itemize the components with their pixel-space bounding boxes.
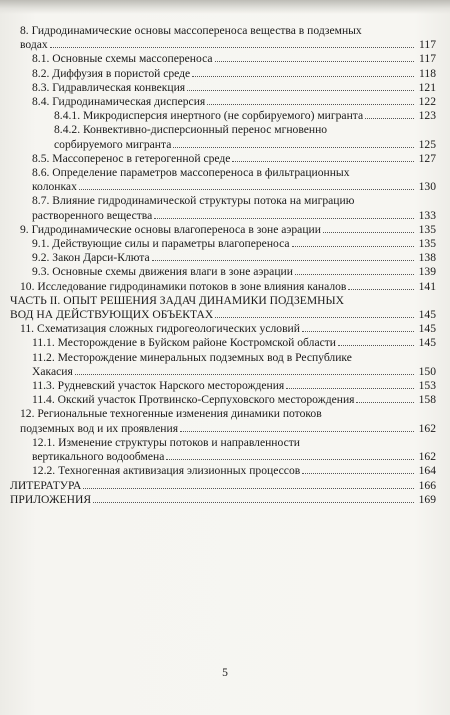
toc-entry-title: 8.5. Массоперенос в гетерогенной среде — [32, 151, 231, 165]
dot-leader — [356, 402, 414, 403]
toc-entry — [10, 351, 436, 379]
toc-entry-title: 8.6. Определение параметров массопереноса в фильтрационных — [32, 166, 350, 180]
toc-entry-page: 145 — [418, 322, 436, 336]
toc-entry-title: растворенного вещества — [32, 208, 153, 222]
toc-entry-title: 8.4.2. Конвективно-дисперсионный перенос мгновенно — [54, 123, 328, 137]
dot-leader — [180, 431, 414, 432]
toc-entry — [10, 237, 436, 251]
toc-entry-title: 9.2. Закон Дарси-Клюта — [32, 251, 150, 265]
dot-leader — [207, 104, 414, 105]
toc-entry — [10, 407, 436, 435]
toc-entry-page: 141 — [418, 279, 436, 293]
dot-leader — [215, 317, 414, 318]
dot-leader — [75, 374, 414, 375]
toc-entry-title: 8.4.1. Микродисперсия инертного (не сорбируемого) мигранта — [54, 109, 364, 123]
toc-entry — [10, 194, 436, 222]
dot-leader — [302, 473, 414, 474]
dot-leader — [152, 260, 414, 261]
toc-entry-page: 135 — [418, 237, 436, 251]
dot-leader — [338, 345, 414, 346]
toc-entry-page: 117 — [419, 38, 436, 52]
toc-entry — [10, 280, 436, 294]
toc-entry — [10, 322, 436, 336]
toc-entry — [10, 24, 436, 52]
toc-entry — [10, 436, 436, 464]
toc-entry-title: 12.2. Техногенная активизация элизионных процессов — [32, 464, 301, 478]
toc-entry-title: 8. Гидродинамические основы массопереноса вещества в подземных — [20, 24, 362, 37]
toc-entry-title: 12. Региональные техногенные изменения динамики потоков — [20, 407, 322, 421]
toc-entry — [10, 166, 436, 194]
dot-leader — [286, 388, 414, 389]
dot-leader — [295, 274, 414, 275]
dot-leader — [323, 232, 414, 233]
dot-leader — [192, 76, 414, 77]
dot-leader — [187, 90, 414, 91]
toc-entry-page: 117 — [419, 52, 436, 66]
toc-entry-title: ЛИТЕРАТУРА — [10, 478, 82, 492]
toc-entry-page: 130 — [418, 180, 436, 194]
toc-entry-title: 9.3. Основные схемы движения влаги в зоне аэрации — [32, 265, 293, 279]
toc-entry-page: 133 — [418, 208, 436, 222]
dot-leader — [50, 47, 414, 48]
toc-entry — [10, 109, 436, 123]
toc-entry — [10, 393, 436, 407]
toc-entry-page: 145 — [418, 308, 436, 322]
table-of-contents — [10, 24, 436, 507]
toc-entry-title: подземных вод и их проявления — [20, 421, 179, 435]
toc-entry — [10, 379, 436, 393]
toc-entry-title: 8.1. Основные схемы массопереноса — [32, 52, 213, 66]
page-number: 5 — [222, 666, 228, 679]
toc-entry-title: ПРИЛОЖЕНИЯ — [10, 492, 92, 506]
toc-entry-title: 8.3. Гидравлическая конвекция — [32, 80, 186, 94]
toc-entry — [10, 152, 436, 166]
toc-entry-page: 164 — [418, 464, 436, 478]
toc-entry-page: 153 — [418, 379, 436, 393]
toc-entry-page: 121 — [418, 80, 436, 94]
toc-entry — [10, 336, 436, 350]
dot-leader — [154, 218, 414, 219]
toc-entry — [10, 52, 436, 66]
toc-entry-title: ВОД НА ДЕЙСТВУЮЩИХ ОБЪЕКТАХ — [10, 308, 214, 322]
toc-entry — [10, 493, 436, 507]
toc-entry-title: 12.1. Изменение структуры потоков и направленности — [32, 435, 301, 449]
dot-leader — [365, 118, 414, 119]
toc-entry-title: 11.3. Рудневский участок Нарского месторождения — [32, 379, 285, 393]
page-top-shadow — [0, 0, 450, 14]
toc-entry-title: 11.4. Окский участок Протвинско-Серпуховского месторождения — [32, 393, 355, 407]
dot-leader — [348, 289, 414, 290]
toc-entry — [10, 251, 436, 265]
toc-entry — [10, 265, 436, 279]
dot-leader — [215, 61, 414, 62]
toc-entry-title: 8.2. Диффузия в пористой среде — [32, 66, 191, 80]
toc-entry-page: 138 — [418, 251, 436, 265]
toc-entry-page: 125 — [418, 137, 436, 151]
toc-entry — [10, 67, 436, 81]
toc-entry-page: 145 — [418, 336, 436, 350]
toc-entry-title: 11.1. Месторождение в Буйском районе Костромской области — [32, 336, 337, 350]
dot-leader — [166, 459, 414, 460]
toc-entry-page: 139 — [418, 265, 436, 279]
toc-entry-page: 162 — [418, 450, 436, 464]
dot-leader — [173, 147, 414, 148]
toc-entry-page: 166 — [418, 478, 436, 492]
toc-entry-page: 169 — [418, 492, 436, 506]
toc-entry-page: 127 — [418, 151, 436, 165]
toc-entry — [10, 294, 436, 322]
toc-entry — [10, 81, 436, 95]
toc-entry-page: 135 — [418, 222, 436, 236]
toc-entry-title: 11.2. Месторождение минеральных подземных вод в Республике — [32, 350, 352, 364]
toc-entry-title: 8.7. Влияние гидродинамической структуры потока на миграцию — [32, 194, 355, 208]
toc-entry-title: водах — [20, 38, 48, 52]
toc-entry-title: Хакасия — [32, 364, 73, 378]
toc-entry-title: колонках — [32, 180, 77, 194]
toc-entry-title: 9.1. Действующие силы и параметры влагопереноса — [32, 237, 290, 251]
toc-entry-title: сорбируемого мигранта — [54, 137, 172, 151]
toc-entry — [10, 123, 436, 151]
toc-entry-title: ЧАСТЬ II. ОПЫТ РЕШЕНИЯ ЗАДАЧ ДИНАМИКИ ПОДЗЕМНЫХ — [10, 293, 345, 307]
dot-leader — [232, 161, 414, 162]
toc-entry-title: 10. Исследование гидродинамики потоков в зоне влияния каналов — [20, 279, 347, 293]
toc-entry-page: 118 — [419, 66, 436, 80]
toc-entry — [10, 223, 436, 237]
toc-entry-page: 123 — [418, 109, 436, 123]
toc-entry — [10, 95, 436, 109]
toc-entry-title: 9. Гидродинамические основы влагопереноса в зоне аэрации — [20, 222, 321, 236]
dot-leader — [83, 488, 414, 489]
toc-entry-page: 162 — [418, 421, 436, 435]
toc-entry-page: 158 — [418, 393, 436, 407]
toc-entry-title: вертикального водообмена — [32, 450, 165, 464]
toc-entry-page: 122 — [418, 95, 436, 109]
dot-leader — [79, 189, 414, 190]
toc-entry-title: 8.4. Гидродинамическая дисперсия — [32, 95, 206, 109]
dot-leader — [302, 331, 414, 332]
toc-entry — [10, 479, 436, 493]
dot-leader — [93, 502, 414, 503]
toc-entry-title: 11. Схематизация сложных гидрогеологических условий — [20, 322, 300, 336]
dot-leader — [292, 246, 414, 247]
toc-entry — [10, 464, 436, 478]
toc-entry-page: 150 — [418, 364, 436, 378]
